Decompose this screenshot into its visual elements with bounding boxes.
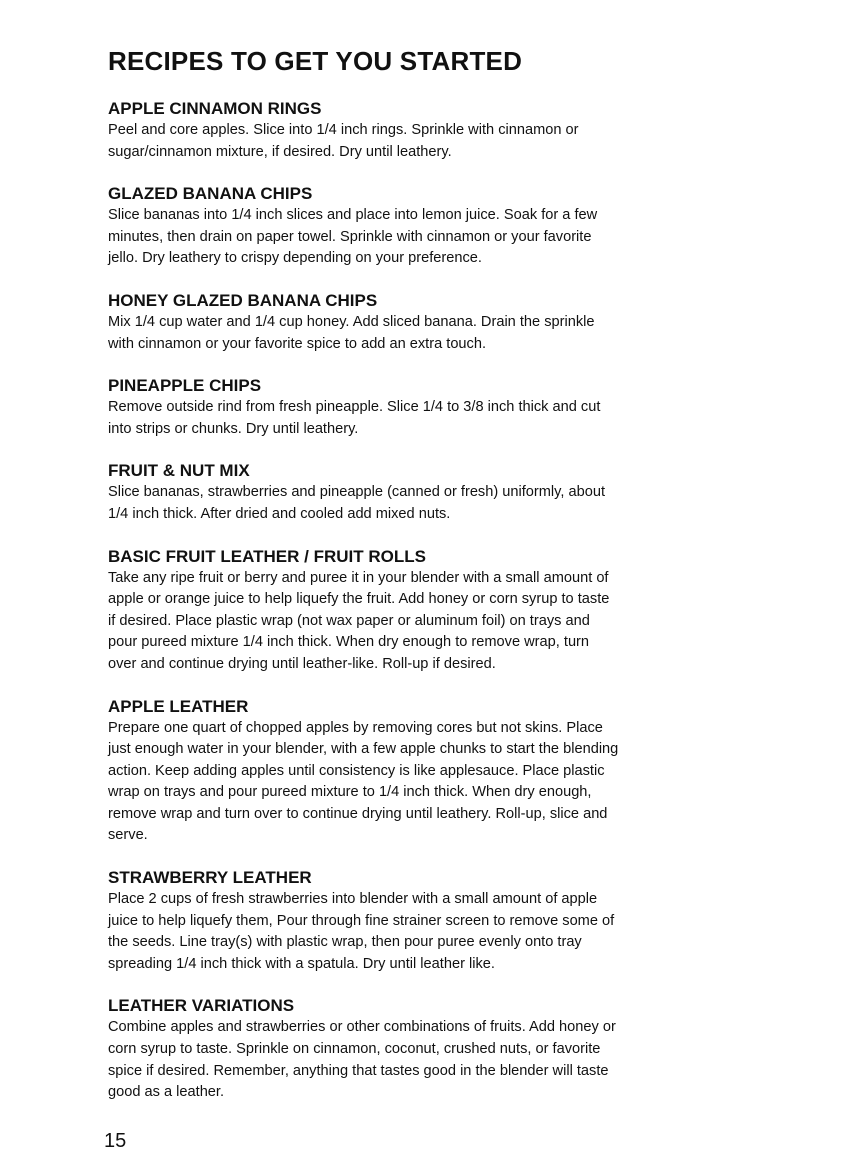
recipe-title: FRUIT & NUT MIX (108, 461, 250, 481)
recipe-text-line: Remove outside rind from fresh pineapple. Slice 1/4 to 3/8 inch thick and cut (108, 399, 601, 416)
recipe-title: GLAZED BANANA CHIPS (108, 184, 313, 204)
recipe-text-line: juice to help liquefy them, Pour through fine strainer screen to remove some of (108, 912, 615, 929)
recipe-title: BASIC FRUIT LEATHER / FRUIT ROLLS (108, 546, 426, 566)
recipe-text-line: Mix 1/4 cup water and 1/4 cup honey. Add sliced banana. Drain the sprinkle (108, 313, 595, 330)
recipe-leather-variations (108, 995, 788, 1103)
recipe-apple-cinnamon-rings (108, 98, 788, 163)
recipe-title: HONEY GLAZED BANANA CHIPS (108, 290, 378, 310)
recipe-text-line: if desired. Place plastic wrap (not wax paper or aluminum foil) on trays and (108, 612, 590, 629)
recipe-text-line: sugar/cinnamon mixture, if desired. Dry until leathery. (108, 143, 452, 160)
recipe-text-line: with cinnamon or your favorite spice to add an extra touch. (108, 335, 487, 352)
recipe-text-line: over and continue drying until leather-like. Roll-up if desired. (108, 655, 496, 672)
recipe-text-line: action. Keep adding apples until consistency is like applesauce. Place plastic (108, 762, 605, 779)
recipe-text-line: pour pureed mixture 1/4 inch thick. When dry enough to remove wrap, turn (108, 634, 590, 651)
recipe-basic-fruit-leather (108, 546, 788, 676)
recipe-text-line: serve. (108, 827, 148, 844)
recipe-honey-glazed-banana-chips (108, 290, 788, 355)
recipe-text-line: wrap on trays and pour pureed mixture to 1/4 inch thick. When dry enough, (108, 784, 592, 801)
recipe-title: LEATHER VARIATIONS (108, 996, 295, 1016)
recipe-apple-leather (108, 696, 788, 848)
recipe-text-line: 1/4 inch thick. After dried and cooled add mixed nuts. (108, 505, 451, 522)
recipe-page (108, 44, 788, 1124)
page-number: 15 (104, 1130, 127, 1152)
recipe-text-line: minutes, then drain on paper towel. Sprinkle with cinnamon or your favorite (108, 228, 592, 245)
recipe-text-line: Slice bananas, strawberries and pineapple (canned or fresh) uniformly, about (108, 484, 606, 501)
recipe-text-line: spreading 1/4 inch thick with a spatula. Dry until leather like. (108, 955, 495, 972)
recipe-text-line: Take any ripe fruit or berry and puree it in your blender with a small amount of (108, 569, 609, 586)
recipe-text-line: Slice bananas into 1/4 inch slices and place into lemon juice. Soak for a few (108, 207, 598, 224)
recipe-text-line: into strips or chunks. Dry until leathery. (108, 420, 359, 437)
recipe-text-line: just enough water in your blender, with a few apple chunks to start the blending (108, 741, 619, 758)
recipe-fruit-nut-mix (108, 460, 788, 525)
recipe-title: APPLE LEATHER (108, 696, 249, 716)
recipe-text-line: Peel and core apples. Slice into 1/4 inch rings. Sprinkle with cinnamon or (108, 122, 579, 138)
recipe-text-line: spice if desired. Remember, anything that tastes good in the blender will taste (108, 1062, 609, 1079)
recipe-pineapple-chips (108, 375, 788, 440)
recipe-strawberry-leather (108, 867, 788, 975)
recipe-text-line: Combine apples and strawberries or other combinations of fruits. Add honey or (108, 1019, 616, 1036)
recipe-text-line: Place 2 cups of fresh strawberries into blender with a small amount of apple (108, 891, 598, 908)
recipe-text-line: apple or orange juice to help liquefy the fruit. Add honey or corn syrup to taste (108, 591, 610, 608)
recipe-title: APPLE CINNAMON RINGS (108, 99, 322, 118)
recipe-text-line: remove wrap and turn over to continue drying until leathery. Roll-up, slice and (108, 805, 608, 822)
page-title: RECIPES TO GET YOU STARTED (108, 46, 523, 76)
recipe-text-line: jello. Dry leathery to crispy depending on your preference. (108, 250, 482, 267)
recipe-title: PINEAPPLE CHIPS (108, 376, 262, 396)
recipe-glazed-banana-chips (108, 183, 788, 270)
recipe-title: STRAWBERRY LEATHER (108, 868, 312, 888)
recipe-text-line: Prepare one quart of chopped apples by removing cores but not skins. Place (108, 719, 603, 736)
recipe-text-line: the seeds. Line tray(s) with plastic wrap, then pour puree evenly onto tray (108, 934, 582, 951)
recipe-text-line: good as a leather. (108, 1084, 225, 1101)
recipe-text-line: corn syrup to taste. Sprinkle on cinnamon, coconut, crushed nuts, or favorite (108, 1041, 601, 1058)
